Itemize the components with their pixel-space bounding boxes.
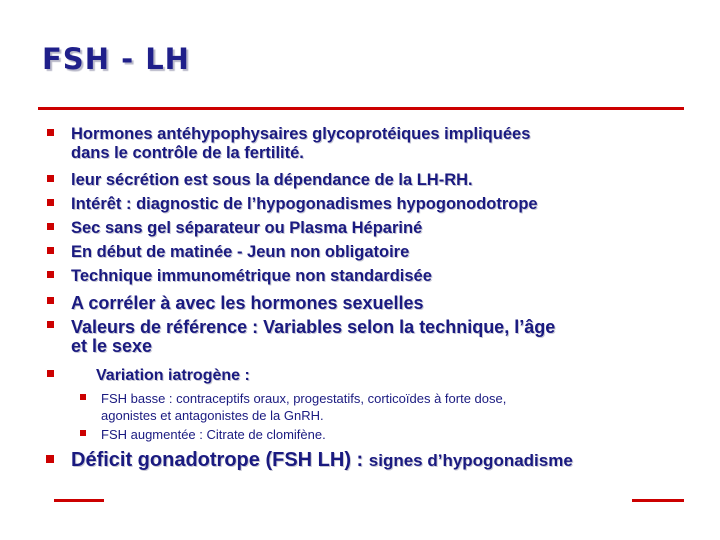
bullet-marker [47,370,54,377]
title-divider [38,107,684,110]
bullet-hormones [71,125,530,163]
sub-bullet-marker [80,394,86,400]
bullet-valeurs-line2: et le sexe [71,336,153,356]
bullet-hormones-line1: Hormones antéhypophysaires glycoprotéiques impliquées [71,125,531,143]
sub-bullet-marker [80,430,86,436]
sub-bullet-fsh-basse-line1: FSH basse : contraceptifs oraux, progestatifs, corticoïdes à forte dose, [101,391,507,406]
bullet-marker [47,175,54,182]
bullet-sec-sans-gel: Sec sans gel séparateur ou Plasma Hépariné [71,219,423,237]
footer-rule-right [632,499,684,502]
bullet-marker [47,271,54,278]
deficit-tail-text: signes d’hypogonadisme [368,451,573,470]
bullet-marker [47,247,54,254]
slide-title: FSH - LH [42,42,190,76]
bullet-marker [46,455,54,463]
bullet-valeurs-line1: Valeurs de référence : Variables selon la technique, l’âge [71,317,556,337]
bullet-secretion: leur sécrétion est sous la dépendance de la LH-RH. [71,171,473,189]
bullet-marker [47,199,54,206]
sub-bullet-fsh-basse [101,390,506,424]
bullet-marker [47,297,54,304]
bullet-hormones-line2: dans le contrôle de la fertilité. [71,144,304,162]
bullet-marker [47,129,54,136]
bullet-debut-matinee: En début de matinée - Jeun non obligatoire [71,243,410,261]
bullet-marker [47,321,54,328]
bullet-variation-iatrogene: Variation iatrogène : [96,367,250,384]
bullet-technique: Technique immunométrique non standardisée [71,267,432,285]
bullet-interet: Intérêt : diagnostic de l’hypogonadismes hypogonodotrope [71,195,538,213]
sub-bullet-fsh-augmentee: FSH augmentée : Citrate de clomifène. [101,427,326,442]
footer-rule-left [54,499,104,502]
bullet-marker [47,223,54,230]
bullet-deficit-gonadotrope [71,448,573,473]
deficit-main-text: Déficit gonadotrope (FSH LH) : [71,449,369,471]
bullet-correler: A corréler à avec les hormones sexuelles [71,293,424,313]
sub-bullet-fsh-basse-line2: agonistes et antagonistes de la GnRH. [101,408,324,423]
bullet-valeurs-reference [71,316,555,357]
